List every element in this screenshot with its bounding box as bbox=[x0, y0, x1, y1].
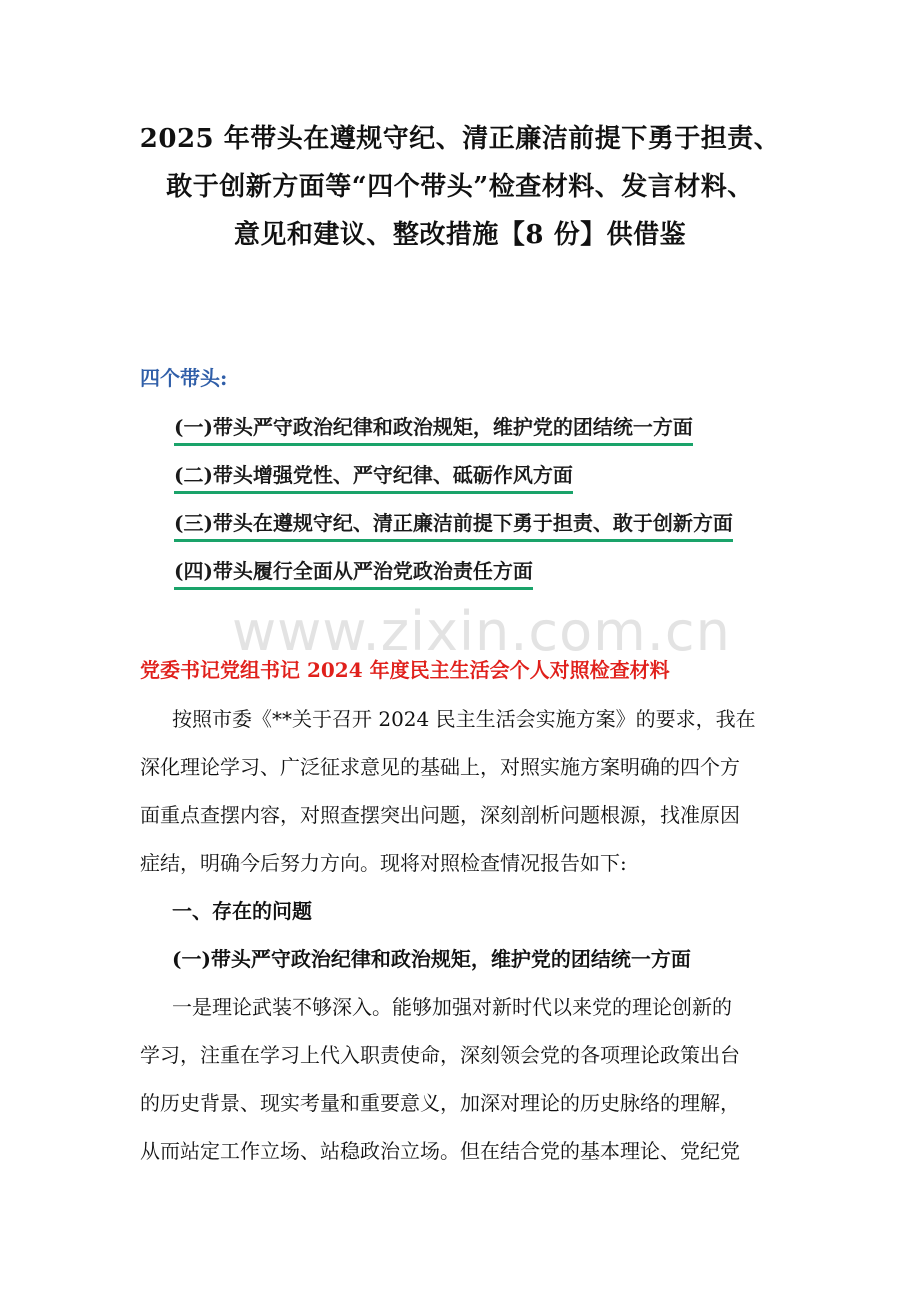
document-title-line-3: 意见和建议、整改措施【8 份】供借鉴 bbox=[233, 220, 687, 250]
document-title-line-2: 敢于创新方面等“四个带头”检查材料、发言材料、 bbox=[166, 172, 754, 202]
section-title: 党委书记党组书记 2024 年度民主生活会个人对照检查材料 bbox=[140, 658, 670, 682]
toc-link-4[interactable]: (四)带头履行全面从严治党政治责任方面 bbox=[174, 555, 533, 590]
toc-link-2[interactable]: (二)带头增强党性、严守纪律、砥砺作风方面 bbox=[174, 459, 573, 494]
intro-line-1: 按照市委《**关于召开 2024 民主生活会实施方案》的要求，我在 bbox=[172, 707, 756, 731]
body-line-2: 学习，注重在学习上代入职责使命，深刻领会党的各项理论政策出台 bbox=[140, 1043, 740, 1067]
body-line-1: 一是理论武装不够深入。能够加强对新时代以来党的理论创新的 bbox=[172, 995, 732, 1019]
watermark: www.zixin.com.cn bbox=[232, 600, 731, 663]
intro-line-3: 面重点查摆内容，对照查摆突出问题，深刻剖析问题根源，找准原因 bbox=[140, 803, 740, 827]
toc-link-1[interactable]: (一)带头严守政治纪律和政治规矩，维护党的团结统一方面 bbox=[174, 411, 693, 446]
body-line-3: 的历史背景、现实考量和重要意义，加深对理论的历史脉络的理解， bbox=[140, 1091, 740, 1115]
intro-line-4: 症结，明确今后努力方向。现将对照检查情况报告如下: bbox=[140, 851, 627, 875]
heading-problems: 一、存在的问题 bbox=[172, 899, 312, 923]
intro-line-2: 深化理论学习、广泛征求意见的基础上，对照实施方案明确的四个方 bbox=[140, 755, 740, 779]
toc-link-3[interactable]: (三)带头在遵规守纪、清正廉洁前提下勇于担责、敢于创新方面 bbox=[174, 507, 733, 542]
heading-subsection-1: (一)带头严守政治纪律和政治规矩，维护党的团结统一方面 bbox=[172, 947, 691, 971]
document-title-line-1: 2025 年带头在遵规守纪、清正廉洁前提下勇于担责、 bbox=[139, 124, 781, 154]
body-line-4: 从而站定工作立场、站稳政治立场。但在结合党的基本理论、党纪党 bbox=[140, 1139, 740, 1163]
toc-heading: 四个带头: bbox=[140, 366, 228, 390]
